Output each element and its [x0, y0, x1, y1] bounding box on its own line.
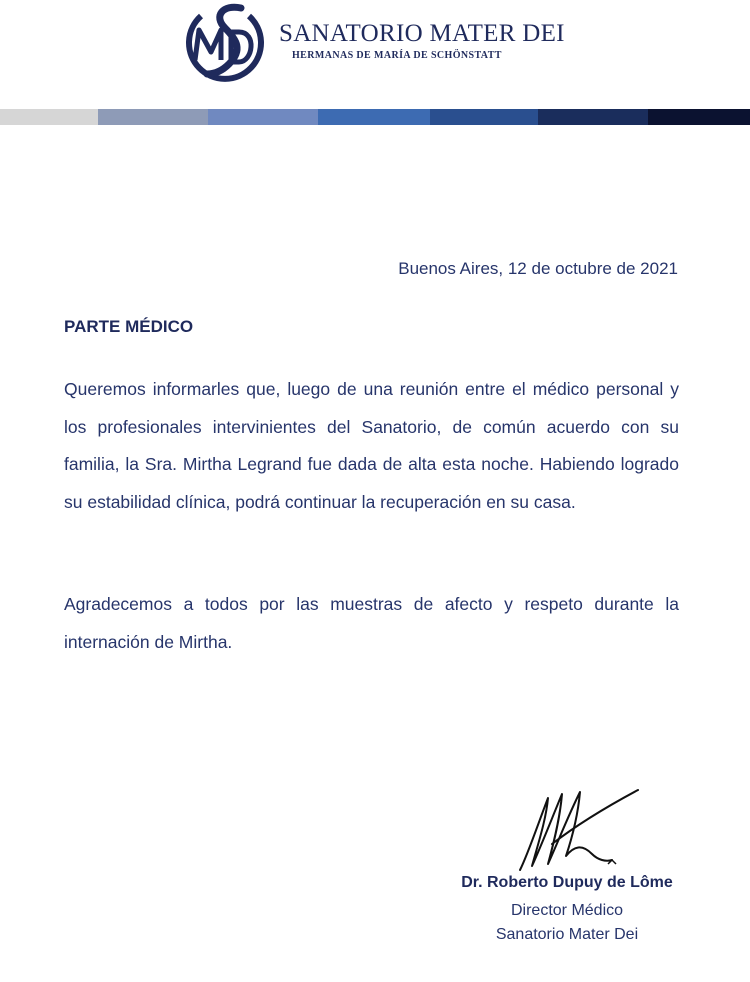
signer-name: Dr. Roberto Dupuy de Lôme	[461, 874, 673, 891]
document-title: PARTE MÉDICO	[64, 317, 194, 336]
color-segment	[0, 109, 98, 125]
handwritten-signature	[508, 784, 648, 876]
brand-name: SANATORIO MATER DEI	[279, 20, 565, 47]
body-paragraph: Queremos informarles que, luego de una reunión entre el médico personal y los profesionales intervinientes del Sanatorio, de común acuerdo con su familia, la Sra. Mirtha Legrand fue dada de alta esta noche. Habiendo logrado su estabilidad clínica, podrá continuar la recuperación en su casa.	[64, 379, 679, 512]
sanatorio-logo-icon	[183, 2, 267, 82]
color-segment	[98, 109, 208, 125]
color-segment	[318, 109, 430, 125]
letterhead	[0, 0, 750, 100]
header-color-bar	[0, 109, 750, 125]
color-segment	[430, 109, 538, 125]
signer-organization: Sanatorio Mater Dei	[495, 926, 639, 943]
signer-role: Director Médico	[510, 902, 624, 919]
color-segment	[648, 109, 750, 125]
brand-subtitle: HERMANAS DE MARÍA DE SCHÖNSTATT	[292, 50, 502, 61]
letter-date: Buenos Aires, 12 de octubre de 2021	[398, 259, 678, 278]
color-segment	[538, 109, 648, 125]
color-segment	[208, 109, 318, 125]
body-paragraph: Agradecemos a todos por las muestras de afecto y respeto durante la internación de Mirtha.	[64, 594, 679, 652]
